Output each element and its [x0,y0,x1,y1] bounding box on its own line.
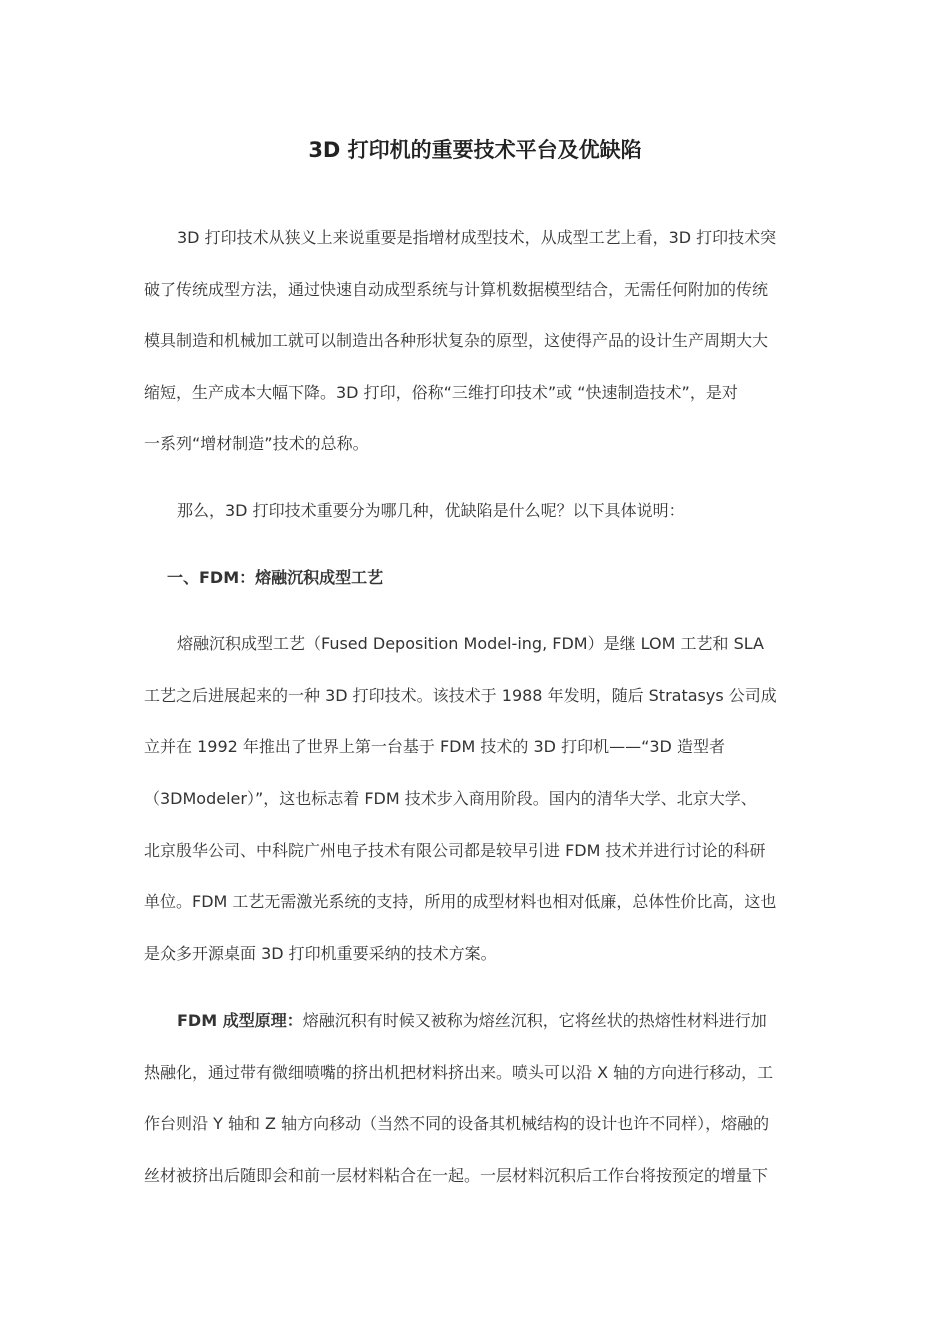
principle-line: 丝材被挤出后随即会和前一层材料粘合在一起。一层材料沉积后工作台将按预定的增量下 [144,1166,769,1185]
fdm-paragraph-line: （3DModeler）”，这也标志着 FDM 技术步入商用阶段。国内的清华大学、北京大学、 [144,789,757,808]
fdm-paragraph-line: 是众多开源桌面 3D 打印机重要采纳的技术方案。 [144,944,497,963]
intro-line: 3D 打印技术从狭义上来说重要是指增材成型技术，从成型工艺上看，3D 打印技术突 [177,228,777,247]
intro-line: 破了传统成型方法，通过快速自动成型系统与计算机数据模型结合，无需任何附加的传统 [144,280,769,299]
document-title: 3D 打印机的重要技术平台及优缺陷 [308,138,642,162]
principle-line: 热融化，通过带有微细喷嘴的挤出机把材料挤出来。喷头可以沿 X 轴的方向进行移动，工 [144,1063,774,1082]
intro-line: 模具制造和机械加工就可以制造出各种形状复杂的原型，这使得产品的设计生产周期大大 [144,331,769,350]
question-paragraph: 那么，3D 打印技术重要分为哪几种，优缺陷是什么呢？以下具体说明： [177,501,685,520]
section-heading-fdm: 一、FDM：熔融沉积成型工艺 [167,568,384,587]
intro-line: 一系列“增材制造”技术的总称。 [144,434,369,453]
intro-line: 缩短，生产成本大幅下降。3D 打印，俗称“三维打印技术”或 “快速制造技术”，是对 [144,383,738,402]
fdm-paragraph-line: 立并在 1992 年推出了世界上第一台基于 FDM 技术的 3D 打印机——“3D 造型者 [144,737,725,756]
principle-text: 熔融沉积有时候又被称为熔丝沉积，它将丝状的热熔性材料进行加 [302,1011,767,1030]
fdm-paragraph-line: 单位。FDM 工艺无需激光系统的支持，所用的成型材料也相对低廉，总体性价比高，这也 [144,892,777,911]
principle-line [177,1009,767,1033]
principle-label: FDM 成型原理： [177,1011,303,1030]
fdm-paragraph-line: 熔融沉积成型工艺（Fused Deposition Model-ing, FDM）是继 LOM 工艺和 SLA [177,634,764,653]
fdm-paragraph-line: 北京殷华公司、中科院广州电子技术有限公司都是较早引进 FDM 技术并进行讨论的科研 [144,841,766,860]
fdm-paragraph-line: 工艺之后进展起来的一种 3D 打印技术。该技术于 1988 年发明，随后 Stratasys 公司成 [144,686,777,705]
principle-line: 作台则沿 Y 轴和 Z 轴方向移动（当然不同的设备其机械结构的设计也许不同样），熔融的 [144,1114,770,1133]
